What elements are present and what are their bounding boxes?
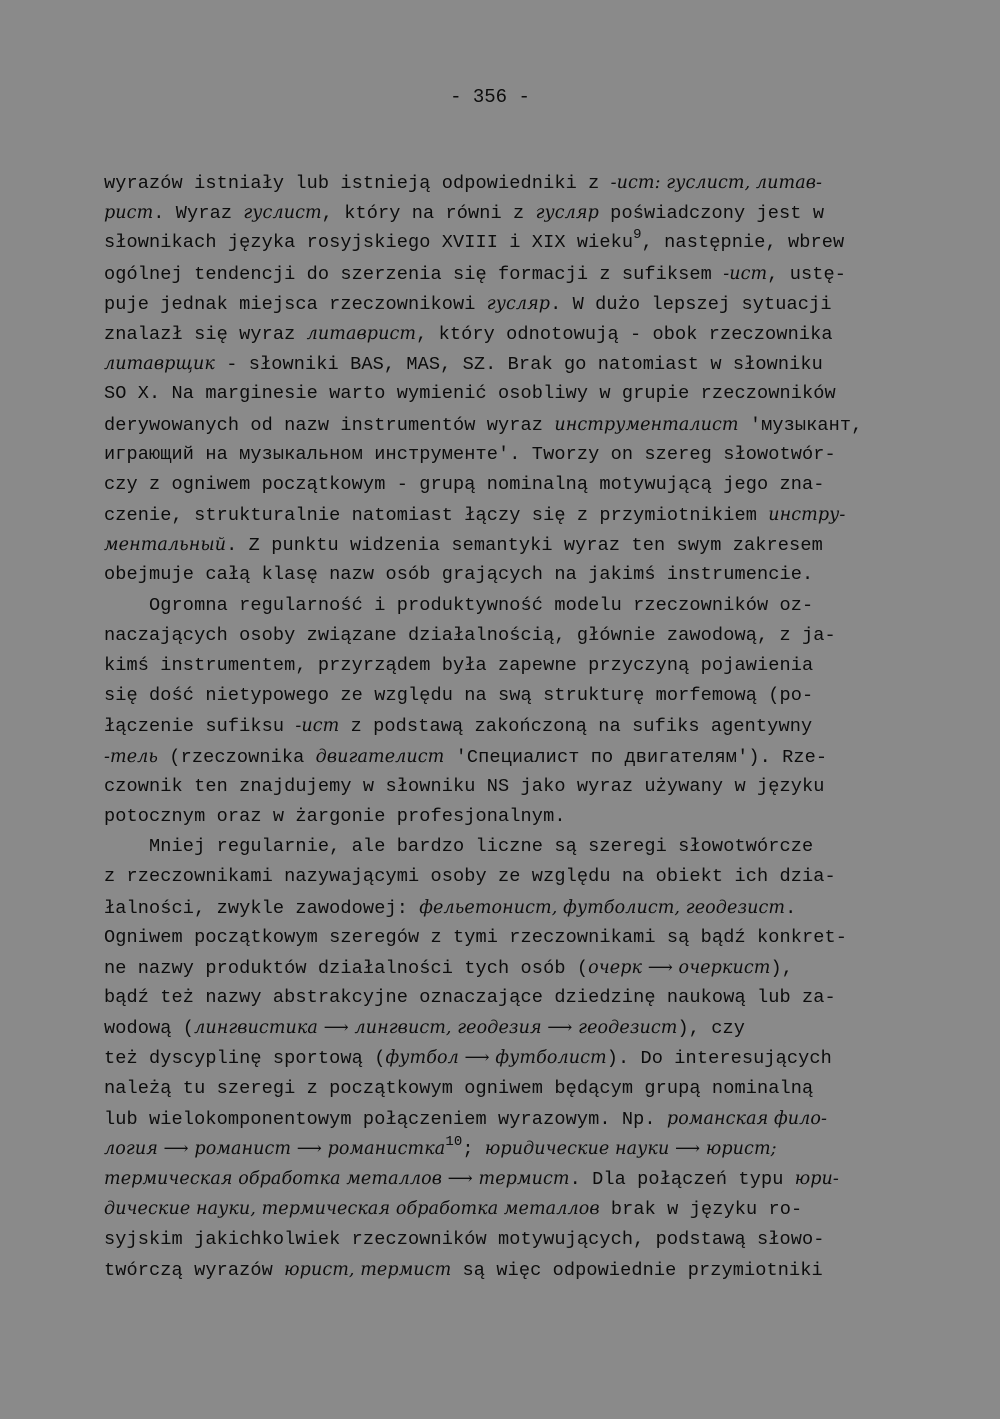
- text-line: [104, 681, 904, 711]
- text-line: [104, 1225, 904, 1255]
- text-line: [104, 711, 904, 741]
- cyrillic-italic-text: -ист: гуслист, литав-: [610, 173, 823, 193]
- cyrillic-italic-text: очерк ⟶ очеркист: [588, 957, 771, 978]
- text-line: [104, 953, 904, 983]
- text-segment: z podstawą zakończoną na sufiks agentywny: [339, 716, 813, 738]
- cyrillic-italic-text: инструменталист: [554, 414, 739, 435]
- text-segment: łączenie sufiksu: [104, 716, 296, 738]
- cyrillic-italic-text: гусляр: [486, 293, 551, 314]
- cyrillic-italic-text: литаврист: [306, 323, 417, 344]
- text-segment: potocznym oraz w żargonie profesjonalnym.: [104, 805, 566, 827]
- text-line: [104, 349, 904, 379]
- text-segment: też dyscyplinę sportową (: [104, 1048, 386, 1070]
- text-line: [104, 1104, 904, 1134]
- text-segment: są więc odpowiednie przymiotniki: [451, 1259, 823, 1281]
- text-line: [104, 802, 904, 832]
- cyrillic-italic-text: лингвистика ⟶ лингвист, геодезия ⟶ геодезист: [194, 1018, 678, 1039]
- cyrillic-italic-text: -ист: [723, 263, 768, 284]
- cyrillic-italic-text: дические науки, термическая обработка металлов: [104, 1199, 600, 1220]
- cyrillic-italic-text: гусляр: [535, 203, 599, 224]
- text-segment: wyrazów istniały lub istnieją odpowiedniki z: [104, 173, 611, 194]
- text-segment: znalazł się wyraz: [104, 323, 307, 345]
- cyrillic-italic-text: -тель: [104, 746, 159, 767]
- text-line: [104, 1134, 904, 1164]
- text-line: [104, 651, 904, 681]
- text-segment: syjskim jakichkolwiek rzeczowników motywujących, podstawą słowo-: [104, 1228, 825, 1250]
- cyrillic-italic-text: романская фило-: [666, 1108, 828, 1129]
- text-segment: ogólnej tendencji do szerzenia się formacji z sufiksem: [104, 263, 724, 285]
- text-segment: . Wyraz: [153, 203, 244, 225]
- cyrillic-italic-text: -ист: [295, 716, 340, 737]
- text-line: [104, 1013, 904, 1043]
- cyrillic-italic-text: термическая обработка металлов ⟶ термист: [104, 1169, 570, 1190]
- text-segment: (rzeczownika: [158, 746, 316, 768]
- text-segment: łalności, zwykle zawodowej:: [104, 897, 420, 919]
- cyrillic-italic-text: рист: [104, 203, 154, 224]
- text-line: [104, 198, 904, 228]
- text-segment: naczających osoby związane działalnością, głównie zawodową, z ja-: [104, 624, 836, 646]
- text-line: [104, 530, 904, 560]
- text-segment: lub wielokomponentowym połączeniem wyrazowym. Np.: [104, 1108, 667, 1130]
- text-line: [104, 319, 904, 349]
- text-line: [104, 742, 904, 772]
- text-line: [104, 410, 904, 440]
- text-line: [104, 259, 904, 289]
- text-line: [104, 440, 904, 470]
- text-segment: , następnie, wbrew: [641, 232, 845, 254]
- text-line: [104, 560, 904, 590]
- text-segment: twórczą wyrazów: [104, 1259, 285, 1281]
- page-number: - 356 -: [450, 86, 530, 108]
- text-segment: słownikach języka rosyjskiego XVIII i XIX wieku: [104, 232, 634, 254]
- text-segment: ),: [770, 957, 793, 979]
- text-segment: derywowanych od nazw instrumentów wyraz: [104, 414, 555, 436]
- text-segment: .: [785, 897, 797, 919]
- text-segment: czenie, strukturalnie natomiast łączy się z przymiotnikiem: [104, 505, 769, 527]
- text-line: [104, 923, 904, 953]
- text-segment: ;: [462, 1139, 485, 1160]
- text-line: [104, 1074, 904, 1104]
- text-segment: . Z punktu widzenia semantyki wyraz ten swym zakresem: [226, 535, 823, 557]
- text-line: [104, 893, 904, 923]
- text-segment: poświadczony jest w: [598, 203, 825, 225]
- text-line: [104, 228, 904, 258]
- text-segment: należą tu szeregi z początkowym ogniwem będącym grupą nominalną: [104, 1077, 814, 1099]
- text-line: [104, 591, 904, 621]
- text-segment: ), czy: [677, 1018, 746, 1040]
- text-segment: , ustę-: [767, 263, 846, 285]
- text-line: [104, 862, 904, 892]
- cyrillic-italic-text: юрист, термист: [284, 1259, 452, 1280]
- text-line: [104, 289, 904, 319]
- text-line: [104, 621, 904, 651]
- text-segment: . Dla połączeń typu: [569, 1169, 795, 1191]
- footnote-marker: 10: [445, 1133, 463, 1150]
- text-segment: z rzeczownikami nazywającymi osoby ze względu na obiekt ich dzia-: [104, 866, 836, 888]
- cyrillic-italic-text: двигателист: [315, 746, 445, 767]
- text-segment: wodową (: [104, 1018, 195, 1040]
- text-line: [104, 500, 904, 530]
- text-segment: Ogromna regularność i produktywność modelu rzeczowników oz-: [104, 594, 814, 616]
- text-segment: 'Специалист по двигателям'). Rze-: [444, 746, 828, 768]
- footnote-marker: 9: [633, 227, 642, 244]
- text-line: [104, 1043, 904, 1073]
- cyrillic-italic-text: инстру-: [768, 505, 846, 526]
- text-segment: czy z ogniwem początkowym - grupą nominalną motywującą jego zna-: [104, 473, 825, 495]
- text-segment: Mniej regularnie, ale bardzo liczne są szeregi słowotwórcze: [104, 836, 814, 858]
- text-segment: kimś instrumentem, przyrządem była zapewne przyczyną pojawienia: [104, 655, 814, 676]
- text-segment: bądź też nazwy abstrakcyjne oznaczające dziedzinę naukową lub za-: [104, 987, 836, 1009]
- cyrillic-italic-text: юри-: [794, 1169, 839, 1190]
- text-segment: się dość nietypowego ze względu na swą strukturę morfemową (po-: [104, 685, 814, 707]
- text-line: [104, 379, 904, 409]
- cyrillic-italic-text: литаврщик: [104, 354, 215, 375]
- cyrillic-italic-text: логия ⟶ романист ⟶ романистка: [104, 1139, 446, 1159]
- text-line: [104, 1194, 904, 1224]
- text-segment: czownik ten znajdujemy w słowniku NS jako wyraz używany w języku: [104, 775, 825, 797]
- text-line: [104, 983, 904, 1013]
- text-line: [104, 1164, 904, 1194]
- text-segment: ne nazwy produktów działalności tych osób (: [104, 957, 589, 979]
- text-segment: , który na równi z: [321, 203, 536, 225]
- text-segment: obejmuje całą klasę nazw osób grających na jakimś instrumencie.: [104, 564, 814, 586]
- text-line: [104, 772, 904, 802]
- text-line: [104, 1255, 904, 1285]
- text-segment: - słowniki BAS, MAS, SZ. Brak go natomiast w słowniku: [214, 354, 823, 376]
- cyrillic-italic-text: футбол ⟶ футболист: [385, 1048, 607, 1069]
- text-segment: , który odnotowują - obok rzeczownika: [416, 323, 833, 345]
- text-segment: 'музыкант,: [738, 414, 863, 436]
- text-segment: brak w języku ro-: [599, 1199, 803, 1221]
- text-line: [104, 832, 904, 862]
- cyrillic-italic-text: юридические науки ⟶ юрист;: [484, 1139, 777, 1159]
- body-text: [104, 168, 904, 1285]
- text-segment: puje jednak miejsca rzeczownikowi: [104, 293, 487, 315]
- text-segment: ). Do interesujących: [606, 1048, 832, 1070]
- text-segment: Ogniwem początkowym szeregów z tymi rzeczownikami są bądź konkret-: [104, 926, 848, 948]
- text-segment: играющий на музыкальном инструменте'. Tworzy on szereg słowotwór-: [104, 443, 836, 465]
- text-line: [104, 470, 904, 500]
- cyrillic-italic-text: фельетонист, футболист, геодезист: [419, 897, 786, 918]
- text-segment: SO X. Na marginesie warto wymienić osobliwy w grupie rzeczowników: [104, 383, 836, 405]
- cyrillic-italic-text: ментальный: [104, 535, 227, 556]
- cyrillic-italic-text: гуслист: [243, 203, 322, 224]
- text-segment: . W dużo lepszej sytuacji: [550, 293, 832, 315]
- text-line: [104, 168, 904, 198]
